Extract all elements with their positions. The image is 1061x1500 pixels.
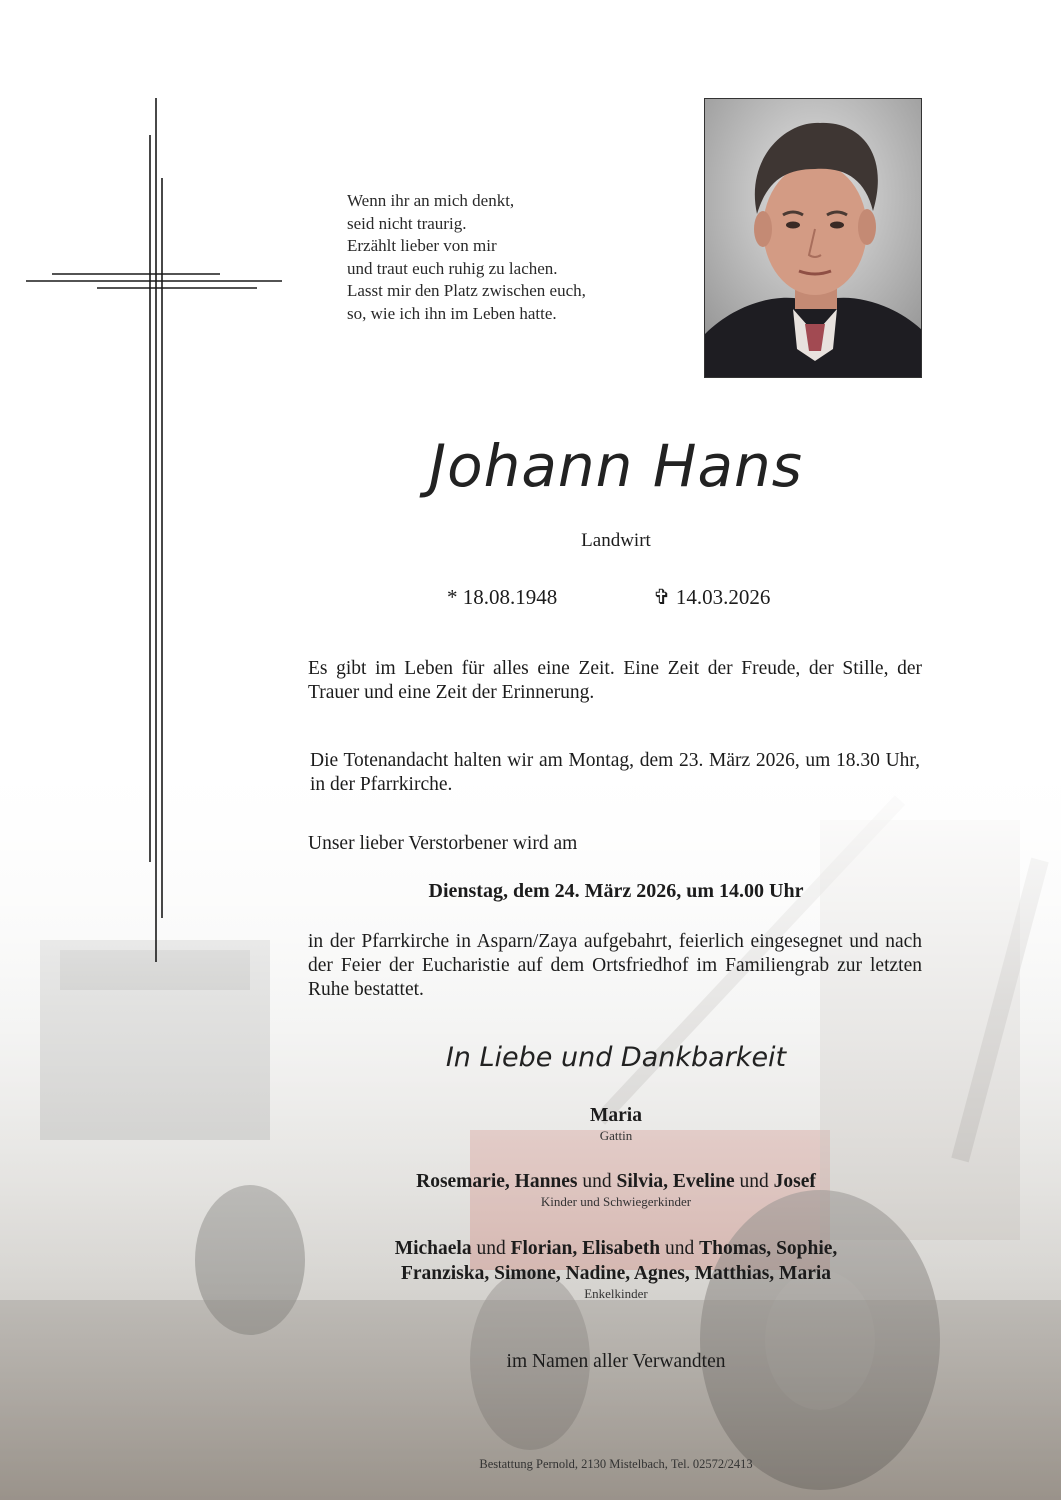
grandchildren-names-line2: Franziska, Simone, Nadine, Agnes, Matthias, Maria [400,1263,832,1284]
poem-line: so, wie ich ihn im Leben hatte. [347,303,557,323]
poem [347,190,667,325]
portrait-photo [704,98,922,378]
poem-line: und traut euch ruhig zu lachen. [347,258,558,278]
spouse-role: Gattin [599,1128,633,1143]
conjunction: und [739,1171,769,1192]
vigil-paragraph: Die Totenandacht halten wir am Montag, dem 23. März 2026, um 18.30 Uhr, in der Pfarrkirche. [310,750,920,795]
family-spouse [310,1103,922,1143]
child-name: Silvia, [616,1171,669,1192]
family-grandchildren [310,1236,922,1301]
poem-line: Wenn ihr an mich denkt, [347,191,515,210]
grandchildren-role: Enkelkinder [584,1286,648,1301]
child-name: Eveline [672,1171,735,1192]
grandchild-name: Sophie, [776,1238,838,1259]
grandchild-name: Florian, [510,1238,578,1259]
grandchild-name: Michaela [394,1238,472,1259]
conjunction: und [665,1238,695,1259]
child-name: Rosemarie, [416,1171,510,1192]
death-date: ✞ 14.03.2026 [653,585,771,609]
funeral-date: Dienstag, dem 24. März 2026, um 14.00 Uhr [428,880,804,902]
poem-line: Lasst mir den Platz zwischen euch, [347,281,586,300]
intro-paragraph: Es gibt im Leben für alles eine Zeit. Eine Zeit der Freude, der Stille, der Trauer und eine Zeit der Erinnerung. [308,658,922,703]
closing-line: In Liebe und Dankbarkeit [445,1042,787,1073]
deceased-name: Johann Hans [429,432,803,500]
occupation: Landwirt [581,530,651,551]
conjunction: und [582,1171,612,1192]
burial-paragraph: in der Pfarrkirche in Asparn/Zaya aufgebahrt, feierlich eingesegnet und nach der Feier der Eucharistie auf dem Ortsfriedhof im Familiengrab zur letzten Ruhe bestattet. [308,931,922,1000]
birth-date: * 18.08.1948 [447,585,558,609]
child-name: Hannes [514,1171,578,1192]
children-role: Kinder und Schwiegerkinder [540,1194,692,1209]
spouse-name: Maria [590,1105,642,1126]
grandchild-name: Elisabeth [582,1238,661,1259]
poem-line: seid nicht traurig. [347,213,467,233]
conjunction: und [476,1238,506,1259]
poem-line: Erzählt lieber von mir [347,236,497,255]
grandchild-name: Thomas, [699,1238,772,1259]
family-children [310,1169,922,1209]
cross-icon [0,0,300,1000]
funeral-home-footer: Bestattung Pernold, 2130 Mistelbach, Tel. 02572/2413 [479,1457,753,1471]
announcement-paragraph: Unser lieber Verstorbener wird am [308,833,578,854]
child-name: Josef [773,1171,816,1192]
relatives-line: im Namen aller Verwandten [506,1351,726,1372]
